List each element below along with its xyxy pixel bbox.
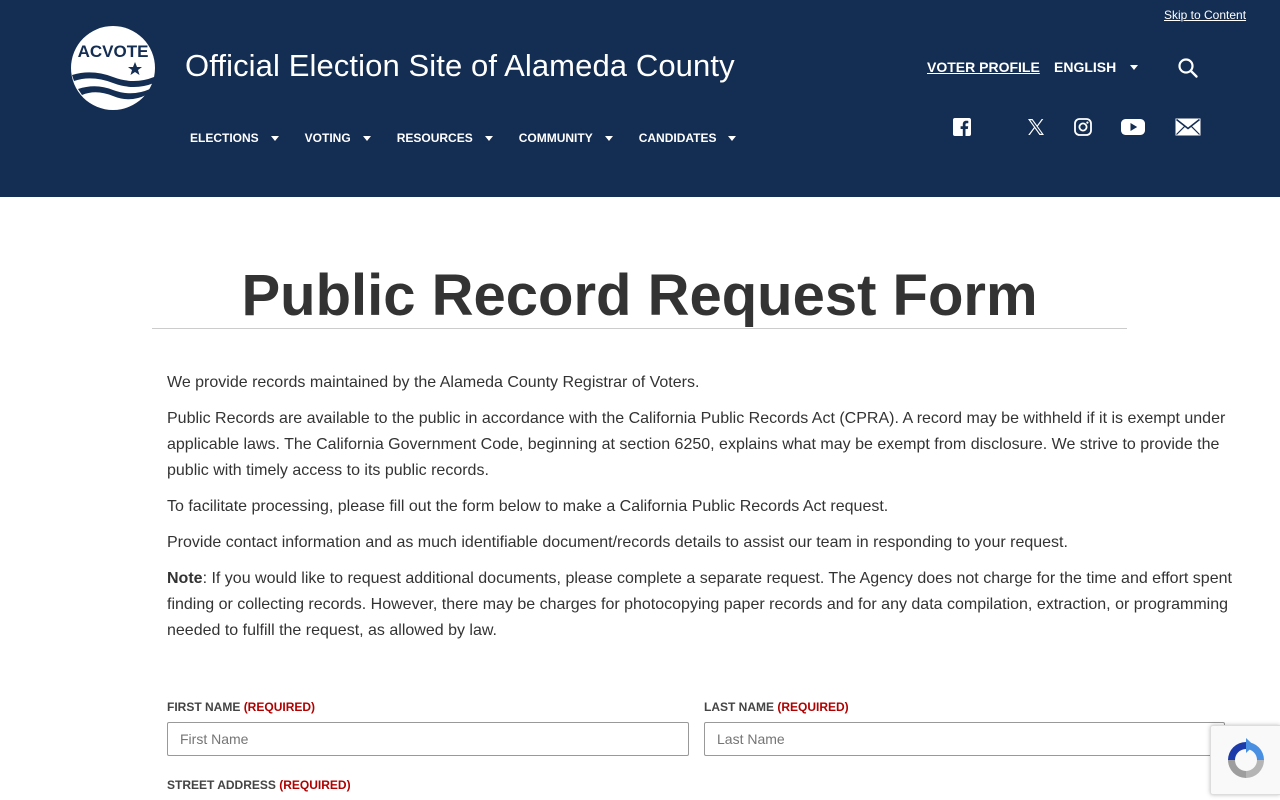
first-name-label: FIRST NAME (REQUIRED) [167,700,316,714]
site-header [0,0,1280,197]
youtube-icon[interactable] [1120,116,1146,138]
nav-voting[interactable]: VOTING [305,131,371,145]
note-text: : If you would like to request additional documents, please complete a separate request. The Agency does not charge for the time and effort spent finding or collecting records. However, there may be charges for photocopying paper records and for any data compilation, extraction, or programming needed to fulfill the request, as allowed by law. [167,570,1232,639]
search-icon[interactable] [1177,57,1199,79]
caret-down-icon [485,136,493,141]
nav-candidates[interactable]: CANDIDATES [639,131,737,145]
nav-resources[interactable]: RESOURCES [397,131,493,145]
skip-to-content-link[interactable]: Skip to Content [1164,8,1247,22]
facebook-icon[interactable] [949,116,975,138]
required-marker: (REQUIRED) [777,700,849,714]
caret-down-icon [605,136,613,141]
caret-down-icon [271,136,279,141]
title-divider [152,328,1127,329]
instagram-icon[interactable] [1070,116,1096,138]
main-nav [190,131,762,145]
site-title[interactable]: Official Election Site of Alameda County [185,48,735,83]
acvote-logo[interactable] [70,25,156,111]
cpra-paragraph: Public Records are available to the public in accordance with the California Public Records Act (CPRA). A record may be withheld if it is exempt under applicable laws. The California Government Code, beginning at section 6250, explains what may be exempt from disclosure. We strive to provide the public with timely access to its public records. [167,410,1226,479]
note-label: Note [167,570,203,587]
recaptcha-badge[interactable] [1210,725,1280,795]
nav-elections[interactable]: ELECTIONS [190,131,279,145]
instructions-paragraph: To facilitate processing, please fill out the form below to make a California Public Records Act request. [167,498,889,515]
caret-down-icon [363,136,371,141]
contact-paragraph: Provide contact information and as much identifiable document/records details to assist our team in responding to your request. [167,534,1068,551]
page-title: Public Record Request Form [241,263,1038,328]
last-name-label: LAST NAME (REQUIRED) [704,700,849,714]
intro-text [167,370,1242,654]
note-paragraph [167,566,1242,644]
voter-profile-link[interactable]: VOTER PROFILE [927,59,1040,75]
language-label: ENGLISH [1054,59,1117,75]
first-name-input[interactable] [167,722,689,756]
street-address-label: STREET ADDRESS (REQUIRED) [167,778,351,792]
caret-down-icon [1130,65,1138,70]
caret-down-icon [728,136,736,141]
intro-paragraph: We provide records maintained by the Alameda County Registrar of Voters. [167,374,700,391]
svg-text:ACVOTE: ACVOTE [77,42,149,61]
last-name-input[interactable] [704,722,1225,756]
language-selector[interactable] [1054,59,1138,75]
nav-community[interactable]: COMMUNITY [519,131,613,145]
required-marker: (REQUIRED) [279,778,351,792]
email-icon[interactable] [1175,116,1201,138]
required-marker: (REQUIRED) [243,700,316,714]
x-icon[interactable] [1023,116,1049,138]
recaptcha-icon [1224,738,1268,782]
